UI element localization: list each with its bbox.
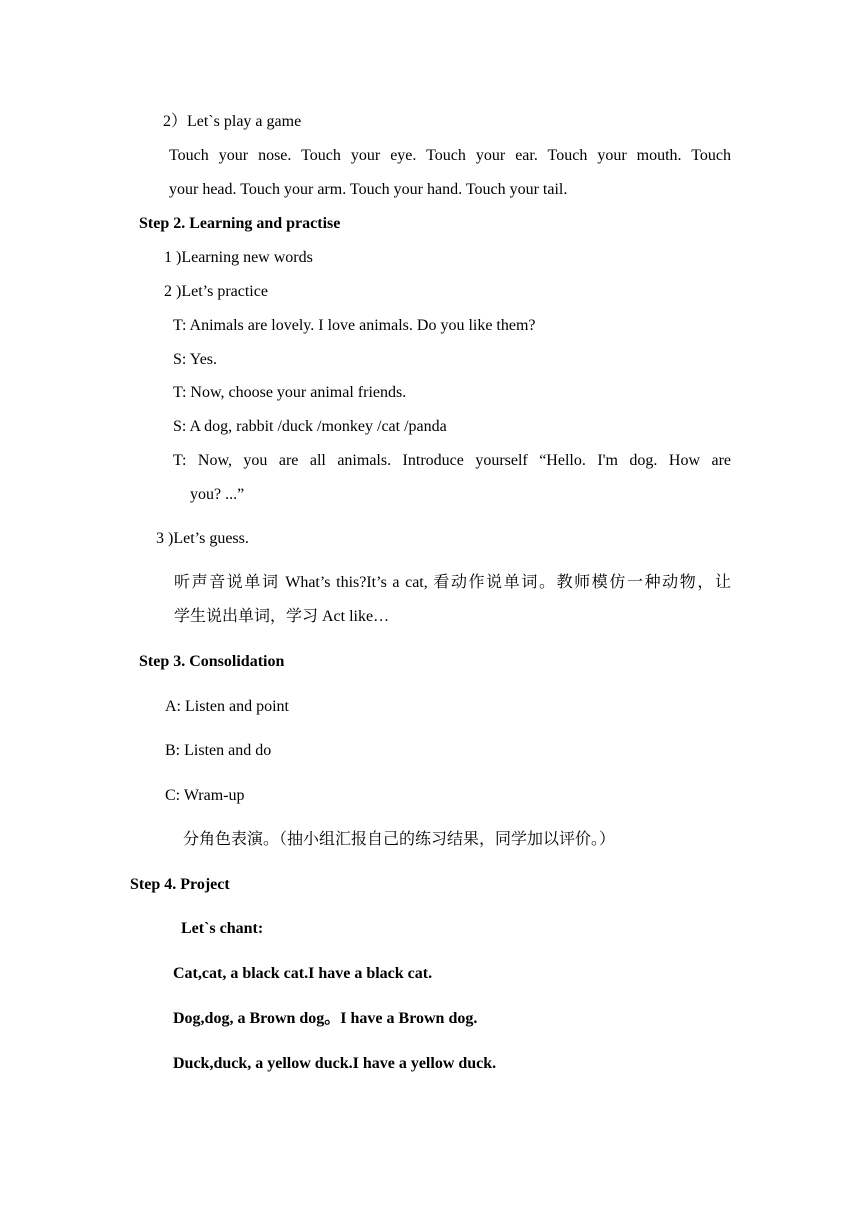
dialogue-line: T: Now, you are all animals. Introduce yourself “Hello. I'm dog. How are [173,452,731,469]
step3-heading: Step 3. Consolidation [139,653,285,670]
chant-line: Dog,dog, a Brown dog。I have a Brown dog. [173,1010,478,1027]
dialogue-line: T: Now, choose your animal friends. [173,384,407,401]
step3-note: 分角色表演。（抽小组汇报自己的练习结果，同学加以评价。） [183,831,616,848]
chant-heading: Let`s chant: [181,920,264,937]
chant-line: Duck,duck, a yellow duck.I have a yellow duck. [173,1055,497,1072]
step3-item-a: A: Listen and point [165,698,289,715]
step3-item-c: C: Wram-up [165,787,245,804]
step4-heading: Step 4. Project [130,876,230,893]
dialogue-line: you? ...” [190,486,245,503]
step2-item-2: 2 )Let’s practice [164,283,268,300]
step2-heading: Step 2. Learning and practise [139,215,341,232]
dialogue-line: S: Yes. [173,351,218,368]
game-heading: 2）Let`s play a game [163,113,302,130]
game-line-2: your head. Touch your arm. Touch your hand. Touch your tail. [169,181,568,198]
step2-item-3: 3 )Let’s guess. [156,530,249,547]
guess-line-1: 听声音说单词 What’s this?It’s a cat, 看动作说单词。教师模仿一种动物，让 [174,574,731,591]
guess-line-2: 学生说出单词，学习 Act like… [174,608,390,625]
dialogue-line: S: A dog, rabbit /duck /monkey /cat /panda [173,418,447,435]
dialogue-line: T: Animals are lovely. I love animals. Do you like them? [173,317,536,334]
step2-item-1: 1 )Learning new words [164,249,313,266]
game-line-1: Touch your nose. Touch your eye. Touch your ear. Touch your mouth. Touch [169,147,731,164]
step3-item-b: B: Listen and do [165,742,272,759]
chant-line: Cat,cat, a black cat.I have a black cat. [173,965,433,982]
